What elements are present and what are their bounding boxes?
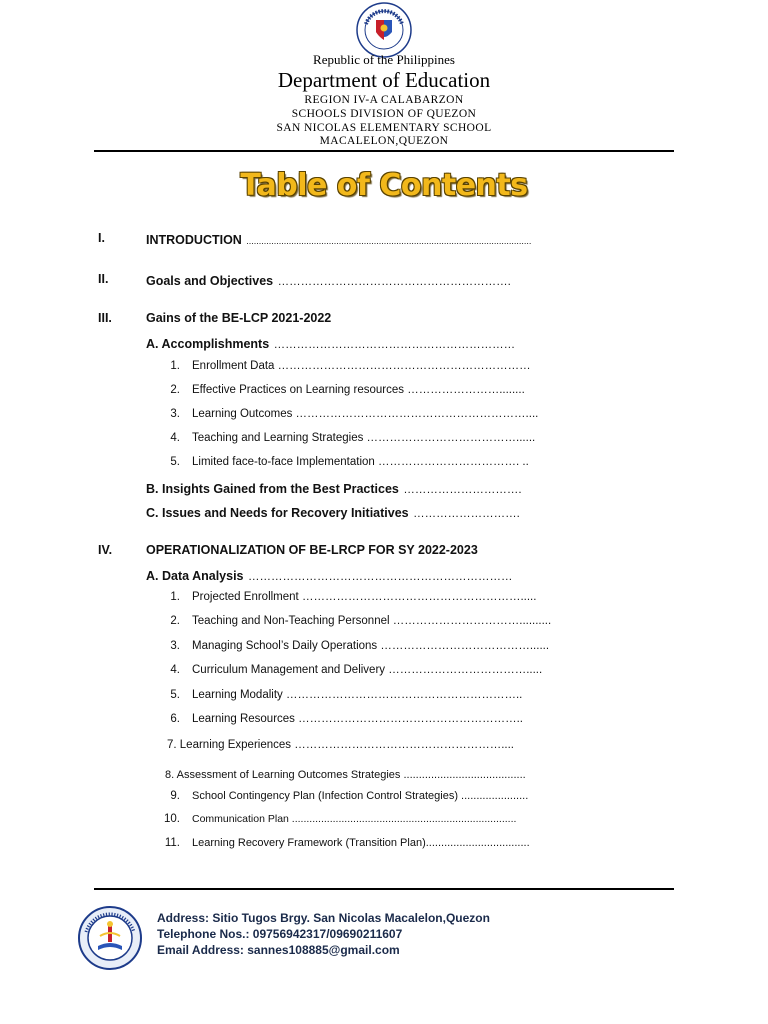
toc-subentry[interactable]: Enrollment Data ………………………………………………………… xyxy=(192,360,531,372)
toc-label: A. Accomplishments xyxy=(146,337,270,351)
toc-leader-dots: ……………………………………………………… xyxy=(273,339,516,351)
toc-leader-dots: ………………………. xyxy=(413,508,520,520)
division-heading: SCHOOLS DIVISION OF QUEZON xyxy=(291,108,477,120)
toc-entry-accomplishments[interactable] xyxy=(146,335,515,353)
toc-label: A. Data Analysis xyxy=(146,569,244,583)
toc-entry-issues[interactable] xyxy=(146,504,520,522)
toc-label: C. Issues and Needs for Recovery Initiatives xyxy=(146,506,409,520)
toc-subnumber: 6. xyxy=(170,713,180,725)
toc-number: II. xyxy=(98,272,109,286)
toc-label: Goals and Objectives xyxy=(146,274,274,288)
toc-label: INTRODUCTION xyxy=(146,233,242,247)
toc-number: IV. xyxy=(98,543,113,557)
school-seal-icon xyxy=(78,906,142,970)
toc-subnumber: 2. xyxy=(170,384,180,396)
toc-entry-insights[interactable] xyxy=(146,480,522,498)
toc-leader-dots: ……………………………………………………. xyxy=(277,276,511,288)
toc-subentry[interactable]: Teaching and Learning Strategies …………………………………...... xyxy=(192,432,536,444)
toc-entry-data-analysis[interactable] xyxy=(146,567,512,585)
toc-subentry[interactable]: Learning Modality …………………………………………………….. xyxy=(192,689,523,701)
header-divider xyxy=(94,150,674,152)
toc-subentry[interactable]: Limited face-to-face Implementation ………………………………. .. xyxy=(192,456,529,468)
toc-subentry[interactable]: Curriculum Management and Delivery ………………………………..... xyxy=(192,664,543,676)
region-heading: REGION IV-A CALABARZON xyxy=(304,94,464,106)
footer-divider xyxy=(94,888,674,890)
toc-subnumber: 3. xyxy=(170,640,180,652)
toc-subentry[interactable]: Communication Plan ............................................................................. xyxy=(192,813,517,825)
toc-subentry[interactable]: Projected Enrollment …………………………………………………..... xyxy=(192,591,537,603)
republic-heading: Republic of the Philippines xyxy=(313,52,455,67)
town-heading: MACALELON,QUEZON xyxy=(319,135,449,147)
school-heading: SAN NICOLAS ELEMENTARY SCHOOL xyxy=(276,122,492,134)
footer-email[interactable]: Email Address: sannes108885@gmail.com xyxy=(157,943,400,957)
toc-subentry[interactable]: 8. Assessment of Learning Outcomes Strategies ........................................ xyxy=(165,769,526,781)
toc-entry-introduction[interactable] xyxy=(146,231,531,249)
toc-subnumber: 11. xyxy=(164,837,180,849)
toc-subentry[interactable]: Learning Resources ………………………………………………….. xyxy=(192,713,524,725)
toc-subnumber: 9. xyxy=(170,790,180,802)
toc-subnumber: 1. xyxy=(170,360,180,372)
deped-seal-icon xyxy=(356,2,412,58)
toc-subentry[interactable]: School Contingency Plan (Infection Control Strategies) ...................... xyxy=(192,790,529,802)
footer-address: Address: Sitio Tugos Brgy. San Nicolas Macalelon,Quezon xyxy=(157,911,490,925)
toc-subnumber: 5. xyxy=(170,689,180,701)
toc-subnumber: 3. xyxy=(170,408,180,420)
toc-subentry[interactable]: Learning Outcomes …………………………………………………….... xyxy=(192,408,539,420)
toc-subnumber: 5. xyxy=(170,456,180,468)
footer-telephone: Telephone Nos.: 09756942317/09690211607 xyxy=(157,927,403,941)
toc-subnumber: 2. xyxy=(170,615,180,627)
toc-subnumber: 1. xyxy=(170,591,180,603)
toc-leader-dots: .................................................................................................................. xyxy=(246,236,532,246)
toc-subnumber: 4. xyxy=(170,664,180,676)
toc-subentry[interactable]: Effective Practices on Learning resources ……………………........ xyxy=(192,384,525,396)
toc-title: Table of Contents xyxy=(240,168,528,203)
toc-subnumber: 10. xyxy=(164,813,180,825)
toc-label: B. Insights Gained from the Best Practices xyxy=(146,482,399,496)
toc-number: III. xyxy=(98,311,112,325)
department-heading: Department of Education xyxy=(277,68,491,92)
toc-subentry[interactable]: Learning Recovery Framework (Transition Plan).................................. xyxy=(192,837,530,849)
toc-subentry[interactable]: Managing School’s Daily Operations …………………………………...... xyxy=(192,640,550,652)
toc-entry-operationalization[interactable]: OPERATIONALIZATION OF BE-LRCP FOR SY 2022-2023 xyxy=(146,543,478,557)
toc-number: I. xyxy=(98,231,105,245)
toc-entry-gains[interactable]: Gains of the BE-LCP 2021-2022 xyxy=(146,311,332,325)
toc-entry-goals[interactable] xyxy=(146,272,511,290)
toc-subentry[interactable]: Teaching and Non-Teaching Personnel …………………………….......... xyxy=(192,615,552,627)
toc-leader-dots: …………………………………………………………… xyxy=(247,571,513,583)
toc-subentry[interactable]: 7. Learning Experiences ……………………………………………….... xyxy=(167,739,514,751)
toc-leader-dots: …………………………. xyxy=(403,484,522,496)
toc-subnumber: 4. xyxy=(170,432,180,444)
